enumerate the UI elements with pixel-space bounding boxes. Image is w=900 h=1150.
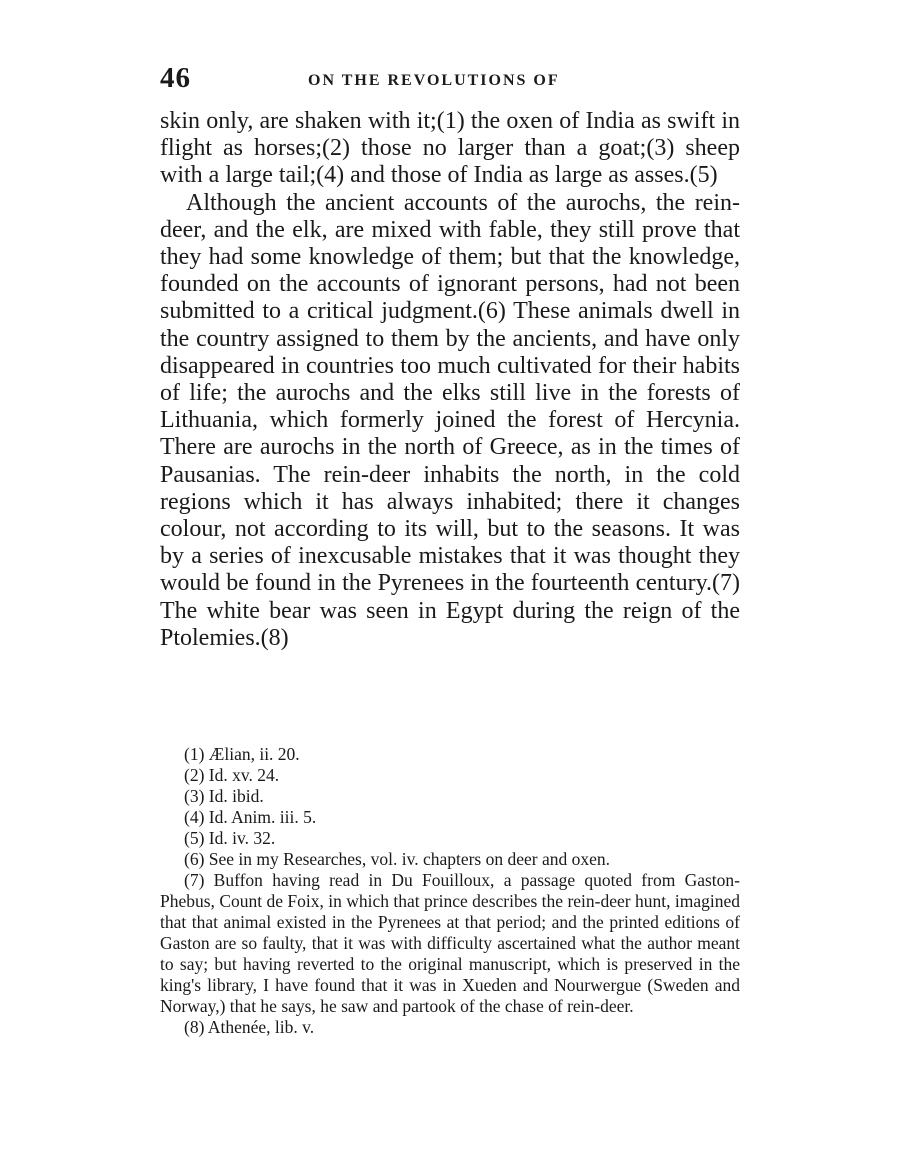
footnote: (8) Athenée, lib. v. <box>184 1017 315 1037</box>
footnote: (2) Id. xv. 24. <box>184 765 280 785</box>
footnote: (3) Id. ibid. <box>184 786 264 806</box>
footnote: (5) Id. iv. 32. <box>184 828 276 848</box>
paragraph: Although the ancient accounts of the aurochs, the rein-deer, and the elk, are mixed with fable, they still prove that they had some knowledge of them; but that the knowledge, founded on the accounts of ignorant persons, had not been submitted to a critical judgment.(6) These animals dwell in the country assigned to them by the ancients, and have only disappeared in countries too much cultivated for their habits of life; the aurochs and the elks still live in the forests of Lithuania, which formerly joined the forest of Hercynia. There are aurochs in the north of Greece, as in the times of Pausanias. The rein-deer inhabits the north, in the cold regions which it has always inhabited; there it changes colour, not according to its will, but to the seasons. It was by a series of inexcusable mistakes that it was thought they would be found in the Pyrenees in the fourteenth century.(7) The white bear was seen in Egypt during the reign of the Ptolemies.(8) <box>160 189 740 651</box>
page-number: 46 <box>160 62 191 94</box>
footnote: (4) Id. Anim. iii. 5. <box>184 807 317 827</box>
footnote: (1) Ælian, ii. 20. <box>184 744 300 764</box>
main-text <box>160 108 740 652</box>
footnotes <box>160 744 740 1038</box>
paragraph-continued: skin only, are shaken with it;(1) the oxen of India as swift in flight as horses;(2) those no larger than a goat;(3) sheep with a large tail;(4) and those of India as large as asses.(5) <box>160 108 740 189</box>
footnote: (6) See in my Researches, vol. iv. chapters on deer and oxen. <box>184 849 611 869</box>
footnote: (7) Buffon having read in Du Fouilloux, a passage quoted from Gaston-Phebus, Count de Foix, in which that prince describes the rein-deer hunt, imagined that that animal existed in the Pyrenees at that period; and the printed editions of Gaston are so faulty, that it was with difficulty ascertained what the author meant to say; but having reverted to the original manuscript, which is preserved in the king's library, I have found that it was in Xueden and Nourwergue (Sweden and Norway,) that he says, he saw and partook of the chase of rein-deer. <box>160 870 740 1016</box>
running-title: ON THE REVOLUTIONS OF <box>308 72 560 89</box>
page-header <box>160 62 740 98</box>
